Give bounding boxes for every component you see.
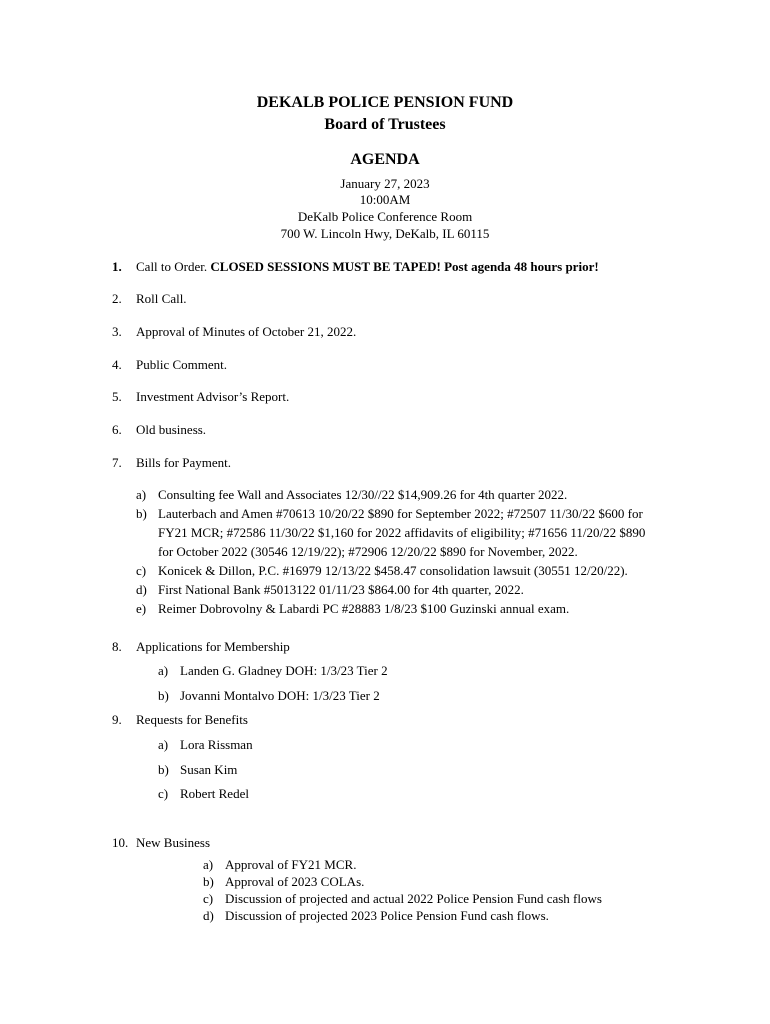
item-number: 2. <box>112 291 122 306</box>
bill-letter: d) <box>136 582 147 597</box>
membership-letter: a) <box>158 663 169 678</box>
new-business-letter: d) <box>203 908 214 923</box>
agenda-item-9 <box>112 712 248 728</box>
agenda-item-4 <box>112 357 227 373</box>
meeting-location: DeKalb Police Conference Room <box>297 209 473 224</box>
item-bold-note: CLOSED SESSIONS MUST BE TAPED! Post agenda 48 hours prior! <box>210 259 599 274</box>
item-text: New Business <box>136 835 211 850</box>
new-business-item <box>203 874 364 890</box>
benefit-text: Robert Redel <box>180 786 249 801</box>
bill-item <box>136 601 569 617</box>
bill-text-line: Lauterbach and Amen #70613 10/20/22 $890 for September 2022; #72507 11/30/22 $600 for <box>158 506 643 521</box>
item-text: Applications for Membership <box>136 639 290 654</box>
benefit-item <box>158 762 237 778</box>
bill-item <box>136 487 567 503</box>
item-text: Call to Order. <box>136 259 211 274</box>
board-name: Board of Trustees <box>324 116 446 133</box>
bill-text-line: for October 2022 (30546 12/19/22); #72906 12/20/22 $890 for November, 2022. <box>158 544 578 559</box>
bill-letter: c) <box>136 563 147 578</box>
agenda-item-3 <box>112 324 356 340</box>
benefit-text: Susan Kim <box>180 762 238 777</box>
item-number: 9. <box>112 712 122 727</box>
new-business-text: Approval of FY21 MCR. <box>225 857 357 872</box>
new-business-text: Approval of 2023 COLAs. <box>225 874 365 889</box>
membership-item <box>158 663 388 679</box>
item-text: Investment Advisor’s Report. <box>136 389 290 404</box>
item-number: 8. <box>112 639 122 654</box>
new-business-item <box>203 857 356 873</box>
agenda-item-10 <box>112 835 210 851</box>
membership-letter: b) <box>158 688 169 703</box>
item-number: 3. <box>112 324 122 339</box>
item-number: 10. <box>112 835 129 850</box>
agenda-item-2 <box>112 291 187 307</box>
meeting-address: 700 W. Lincoln Hwy, DeKalb, IL 60115 <box>280 226 490 241</box>
bill-text: First National Bank #5013122 01/11/23 $864.00 for 4th quarter, 2022. <box>158 582 524 597</box>
bill-letter: b) <box>136 506 147 521</box>
bill-text: Consulting fee Wall and Associates 12/30//22 $14,909.26 for 4th quarter 2022. <box>158 487 568 502</box>
agenda-item-8 <box>112 639 290 655</box>
membership-text: Jovanni Montalvo DOH: 1/3/23 Tier 2 <box>180 688 380 703</box>
bill-letter: e) <box>136 601 147 616</box>
org-name: DEKALB POLICE PENSION FUND <box>256 94 514 111</box>
new-business-item <box>203 908 549 924</box>
bill-item <box>136 582 524 598</box>
benefit-item <box>158 737 253 753</box>
new-business-letter: a) <box>203 857 214 872</box>
item-number: 7. <box>112 455 122 470</box>
agenda-item-1 <box>112 259 599 275</box>
new-business-text: Discussion of projected 2023 Police Pension Fund cash flows. <box>225 908 549 923</box>
agenda-item-7 <box>112 455 231 471</box>
bill-text: Reimer Dobrovolny & Labardi PC #28883 1/8/23 $100 Guzinski annual exam. <box>158 601 570 616</box>
bill-item <box>136 563 628 579</box>
item-number: 5. <box>112 389 122 404</box>
item-number: 4. <box>112 357 122 372</box>
membership-text: Landen G. Gladney DOH: 1/3/23 Tier 2 <box>180 663 388 678</box>
item-text: Roll Call. <box>136 291 187 306</box>
item-text: Old business. <box>136 422 207 437</box>
bill-letter: a) <box>136 487 147 502</box>
benefit-letter: b) <box>158 762 169 777</box>
bill-text-line: FY21 MCR; #72586 11/30/22 $1,160 for 2022 affidavits of eligibility; #71656 11/20/22 $890 <box>158 525 646 540</box>
item-text: Requests for Benefits <box>136 712 248 727</box>
membership-item <box>158 688 380 704</box>
new-business-text: Discussion of projected and actual 2022 Police Pension Fund cash flows <box>225 891 602 906</box>
bill-item <box>136 506 643 522</box>
meeting-date: January 27, 2023 <box>340 176 430 191</box>
benefit-text: Lora Rissman <box>180 737 253 752</box>
item-text: Bills for Payment. <box>136 455 231 470</box>
item-number: 6. <box>112 422 122 437</box>
bill-text: Konicek & Dillon, P.C. #16979 12/13/22 $458.47 consolidation lawsuit (30551 12/20/22). <box>158 563 628 578</box>
agenda-item-6 <box>112 422 206 438</box>
item-number: 1. <box>112 259 122 274</box>
item-text: Public Comment. <box>136 357 227 372</box>
benefit-item <box>158 786 249 802</box>
benefit-letter: a) <box>158 737 169 752</box>
doc-title: AGENDA <box>350 151 420 168</box>
new-business-item <box>203 891 602 907</box>
new-business-letter: c) <box>203 891 214 906</box>
benefit-letter: c) <box>158 786 169 801</box>
agenda-item-5 <box>112 389 289 405</box>
meeting-time: 10:00AM <box>359 192 411 207</box>
item-text: Approval of Minutes of October 21, 2022. <box>136 324 357 339</box>
new-business-letter: b) <box>203 874 214 889</box>
